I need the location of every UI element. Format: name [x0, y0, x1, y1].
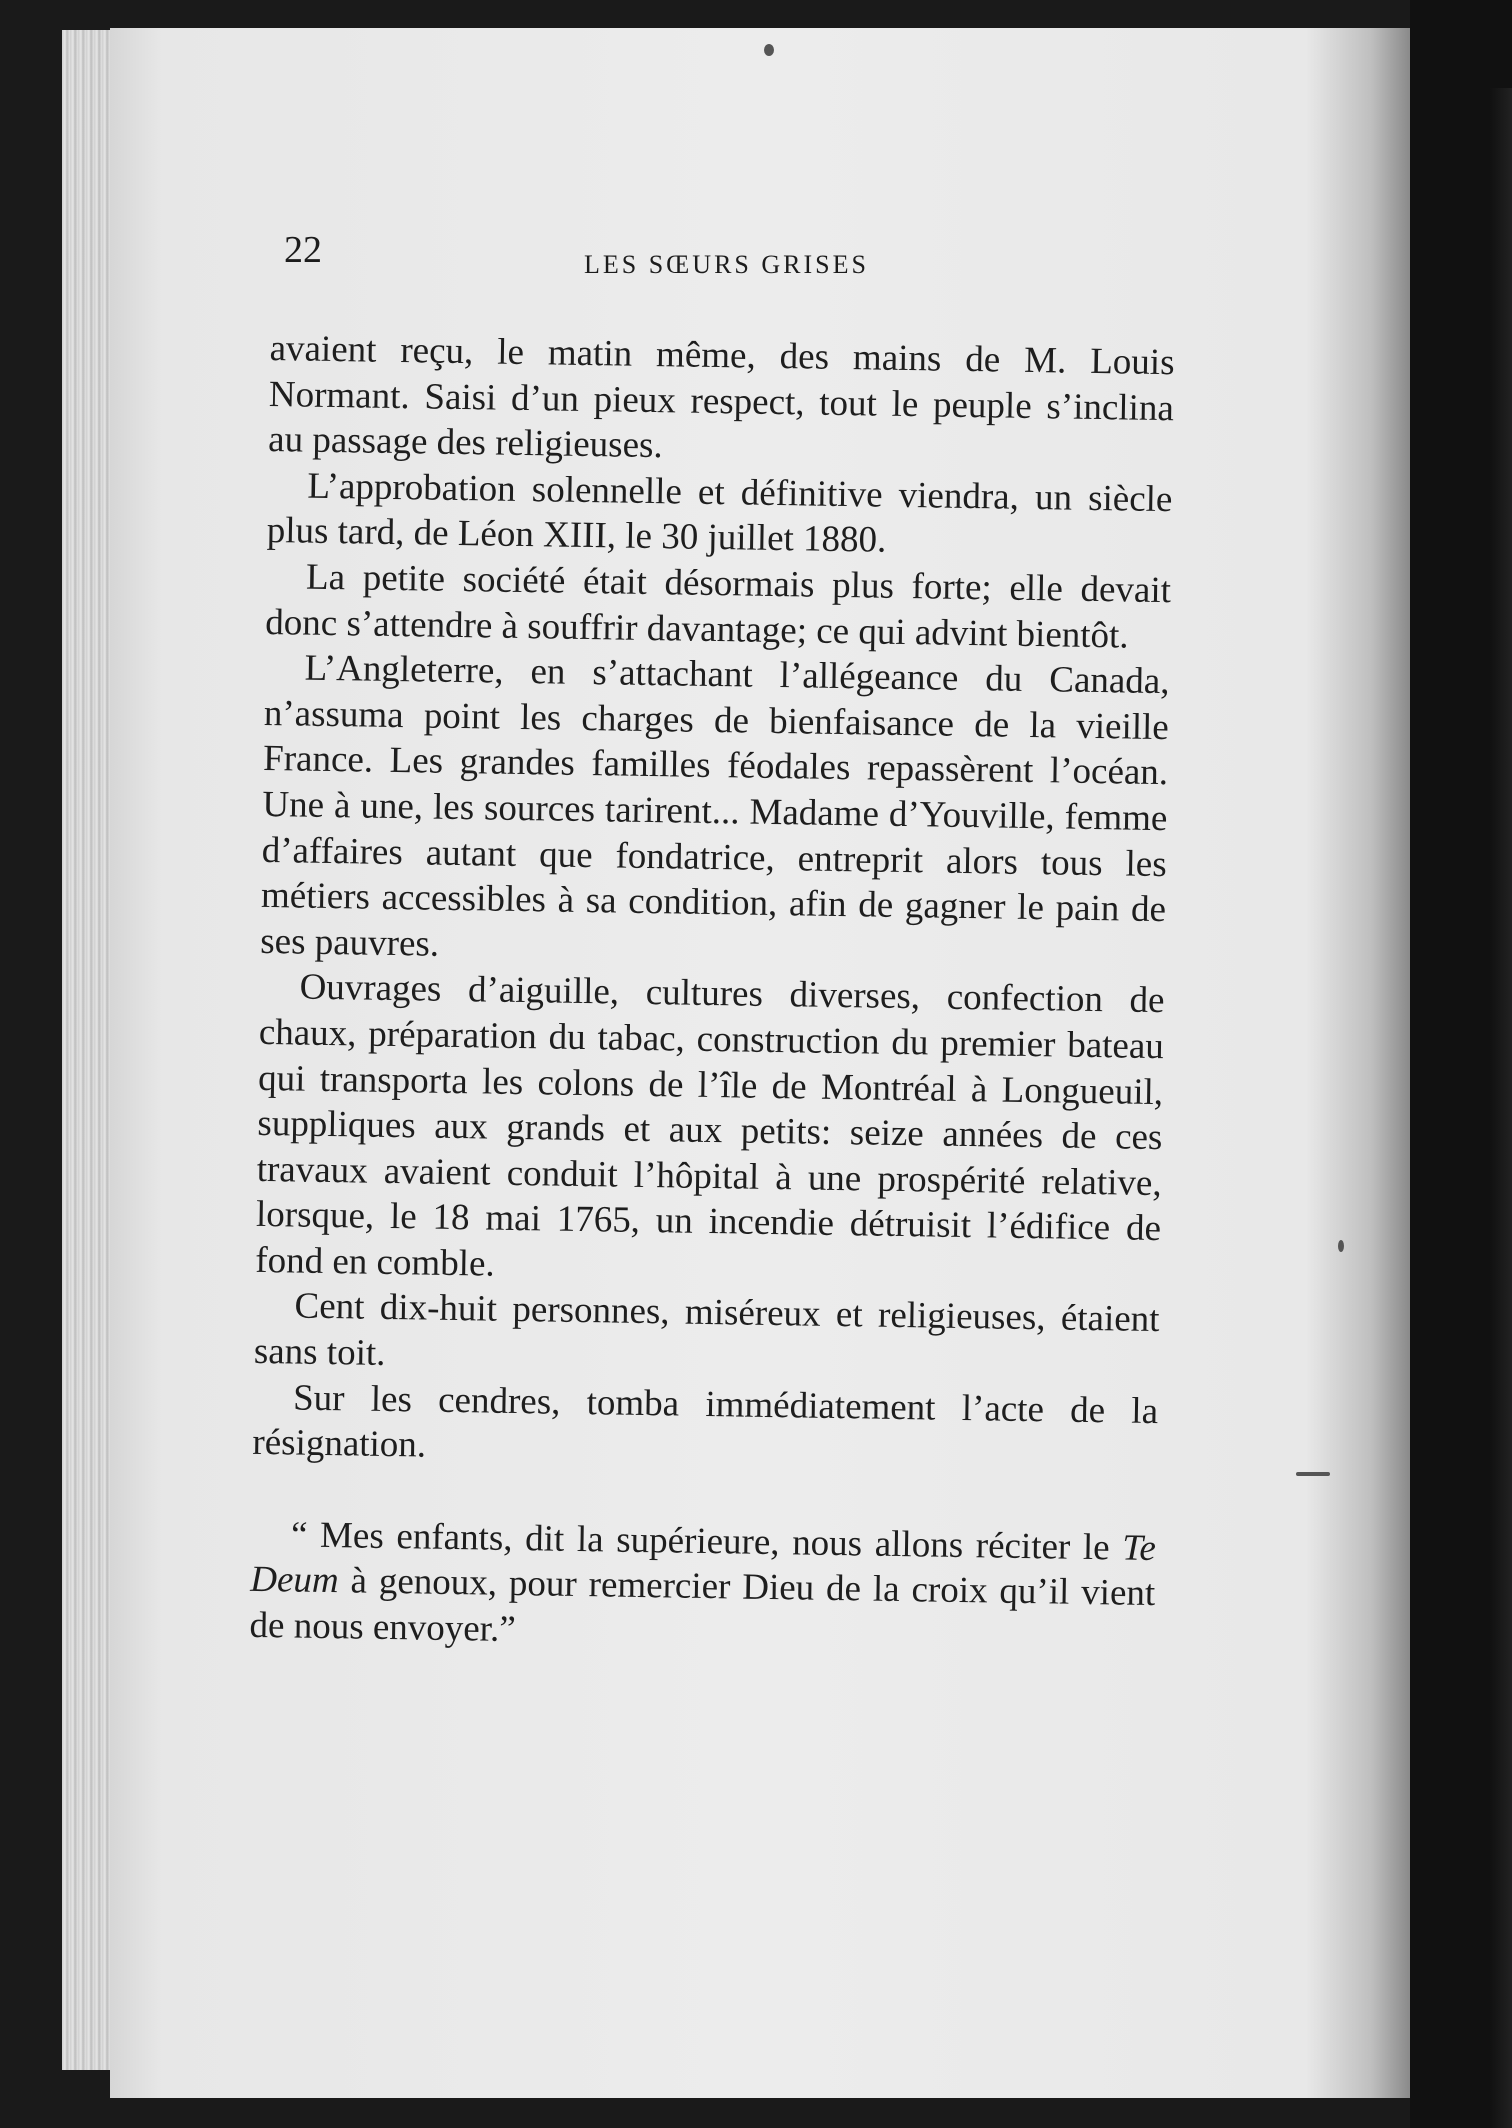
paragraph: L’approbation solennelle et définitive viendra, un siècle plus tard, de Léon XIII, le 30 juillet 1880.: [266, 465, 1173, 562]
paper-speck: [764, 44, 774, 56]
quote-text-end: à genoux, pour remercier Dieu de la croix qu’il vient de nous envoyer.”: [249, 1560, 1156, 1651]
page-number: 22: [284, 229, 322, 271]
paper-speck: [1338, 1240, 1344, 1252]
paragraph: avaient reçu, le matin même, des mains de M. Louis Normant. Saisi d’un pieux respect, tout le peuple s’inclina au passage des religieuses.: [267, 327, 1175, 467]
paragraph: Sur les cendres, tomba immédiatement l’acte de la résignation.: [252, 1377, 1159, 1466]
paragraph: La petite société était désormais plus forte; elle devait donc s’attendre à souffrir davantage; ce qui advint bientôt.: [265, 556, 1172, 657]
paragraph: L’Angleterre, en s’attachant l’allégeance du Canada, n’assuma point les charges de bienfaisance de la vieille France. Les grandes familles féodales repassèrent l’océan. Une à une, les sources tarirent... Madame d’Youville, femme d’affaires autant que fondatrice, entreprit alors tous les métiers accessibles à sa condition, afin de gagner le pain de ses pauvres.: [260, 647, 1170, 965]
page-header: [284, 228, 1184, 288]
quote-italic-title: Te Deum: [249, 1527, 1157, 1602]
body-text: [249, 326, 1175, 1663]
quote-paragraph: [249, 1512, 1156, 1663]
gutter-shadow: [1490, 88, 1512, 2128]
paragraph: Cent dix-huit personnes, miséreux et religieuses, étaient sans toit.: [253, 1285, 1160, 1374]
running-head: LES SŒURS GRISES: [584, 250, 869, 279]
quote-text-start: “ Mes enfants, dit la supérieure, nous allons réciter le: [290, 1514, 1123, 1569]
paper-speck: [1296, 1472, 1330, 1476]
paragraph: Ouvrages d’aiguille, cultures diverses, confection de chaux, préparation du tabac, construction du premier bateau qui transporta les colons de l’île de Montréal à Longueuil, suppliques aux grands et aux petits: seize années de ces travaux avaient conduit l’hôpital à une prospérité relative, lorsque, le 18 mai 1765, un incendie détruisit l’édifice de fond en comble.: [255, 966, 1165, 1285]
